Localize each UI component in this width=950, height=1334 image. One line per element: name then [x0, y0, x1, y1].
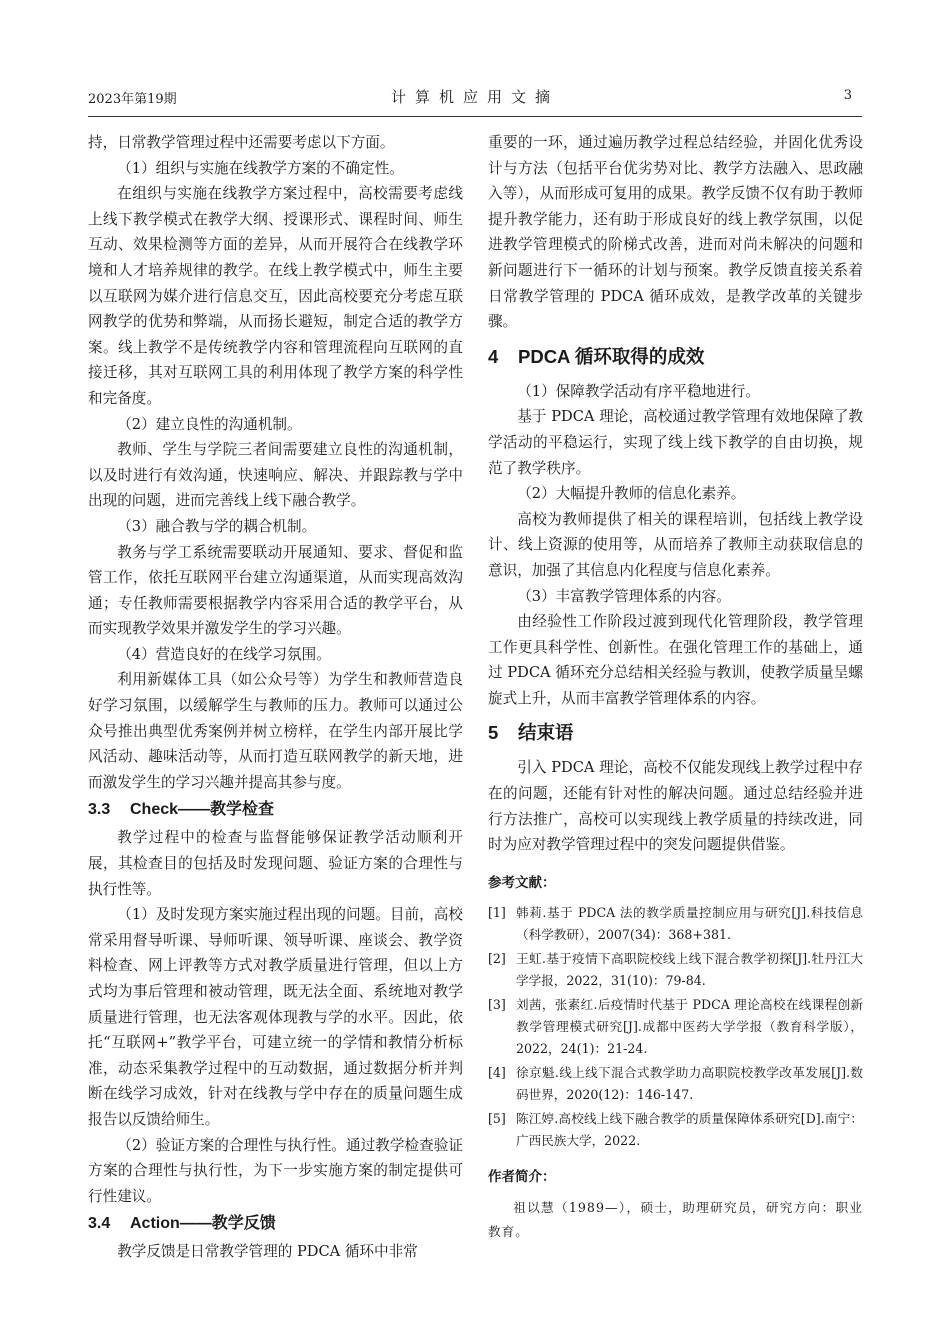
section-number: 4: [488, 345, 499, 367]
paragraph: 教学过程中的检查与监督能够保证教学活动顺利开展，其检查目的包括及时发现问题、验证方案的合理性与执行性等。: [88, 829, 463, 898]
paragraph: 基于 PDCA 理论，高校通过教学管理有效地保障了教学活动的平稳运行，实现了线上线下教学的自由切换，规范了教学秩序。: [488, 408, 863, 477]
list-item-title: （2）大幅提升教师的信息化素养。: [517, 485, 746, 503]
paragraph: 高校为教师提供了相关的课程培训，包括线上教学设计、线上资源的使用等，从而培养了教师主动获取信息的意识，加强了其信息内化程度与信息化素养。: [488, 510, 863, 579]
journal-issue: 2023年第19期: [88, 92, 177, 107]
reference-number: [5]: [488, 1110, 506, 1126]
reference-item: [488, 1108, 863, 1152]
reference-item: [488, 1062, 863, 1106]
author-title: 作者简介：: [488, 1168, 556, 1184]
reference-number: [4]: [488, 1064, 506, 1080]
paragraph: 利用新媒体工具（如公众号等）为学生和教师营造良好学习氛围，以缓解学生与教师的压力。教师可以通过公众号推出典型优秀案例并树立榜样，在学生内部开展比学风活动、趣味活动等，从而打造互联网教学的新天地，进而激发学生的学习兴趣并提高其参与度。: [88, 671, 463, 791]
section-heading-3-4: [88, 1209, 463, 1239]
list-item-title: （2）建立良性的沟通机制。: [117, 415, 302, 433]
paragraph: （2）验证方案的合理性与执行性。通过教学检查验证方案的合理性与执行性，为下一步实施方案的制定提供可行性建议。: [88, 1136, 463, 1205]
list-item-title: （3）丰富教学管理体系的内容。: [517, 587, 731, 605]
reference-list: [488, 902, 863, 1152]
paragraph: 重要的一环，通过遍历教学过程总结经验，并固化优秀设计与方法（包括平台优劣势对比、教学方法融入、思政融入等），从而形成可复用的成果。教学反馈不仅有助于教师提升教学能力，还有助于形成良好的线上教学氛围，以促进教学管理模式的阶梯式改善，进而对尚未解决的问题和新问题进行下一循环的计划与预案。教学反馈直接关系着日常教学管理的 PDCA 循环成效，是教学改革的关键步骤。: [488, 134, 863, 331]
paragraph: 在组织与实施在线教学方案过程中，高校需要考虑线上线下教学模式在教学大纲、授课形式、课程时间、师生互动、效果检测等方面的差异，从而开展符合在线教学环境和人才培养规律的教学。在线上教学模式中，师生主要以互联网为媒介进行信息交互，因此高校要充分考虑互联网教学的优势和弊端，从而扬长避短，制定合适的教学方案。线上教学不是传统教学内容和管理流程向互联网的直接迁移，其对互联网工具的利用体现了教学方案的科学性和完备度。: [88, 185, 463, 407]
paragraph: 引入 PDCA 理论，高校不仅能发现线上教学过程中存在的问题，还能有针对性的解决问题。通过总结经验并进行方法推广，高校可以实现线上教学质量的持续改进，同时为应对教学管理过程中的突发问题提供借鉴。: [488, 759, 863, 854]
section-title: 结束语: [518, 722, 574, 744]
list-item-title: （4）营造良好的在线学习氛围。: [117, 645, 331, 663]
reference-text: 王虹.基于疫情下高职院校线上线下混合教学初探[J].牡丹江大学学报，2022，31(10)：79-84.: [516, 950, 863, 988]
reference-text: 徐京魁.线上线下混合式教学助力高职院校教学改革发展[J].数码世界，2020(12)：146-147.: [516, 1064, 863, 1102]
reference-number: [3]: [488, 996, 506, 1012]
section-title: PDCA 循环取得的成效: [518, 345, 705, 367]
reference-text: 韩莉.基于 PDCA 法的教学质量控制应用与研究[J].科技信息（科学教研），2007(34)：368+381.: [516, 904, 863, 942]
page-number: 3: [843, 88, 852, 103]
paragraph: 持，日常教学管理过程中还需要考虑以下方面。: [88, 134, 395, 151]
right-column: [488, 130, 863, 1244]
author-bio: 祖以慧（1989—），硕士，助理研究员，研究方向：职业教育。: [488, 1199, 863, 1239]
references-title: 参考文献：: [488, 874, 556, 890]
header-rule: [88, 116, 862, 117]
reference-item: [488, 948, 863, 992]
reference-text: 刘茜，张素红.后疫情时代基于 PDCA 理论高校在线课程创新教学管理模式研究[J].成都中医药大学学报（教育科学版），2022，24(1)：21-24.: [516, 996, 863, 1056]
section-heading-5: [488, 713, 863, 753]
reference-text: 陈江婷.高校线上线下融合教学的质量保障体系研究[D].南宁：广西民族大学，2022.: [516, 1110, 863, 1148]
section-title: Check——教学检查: [130, 801, 275, 819]
section-heading-3-3: [88, 795, 463, 825]
journal-title: 计算机应用文摘: [390, 88, 559, 106]
list-item-title: （1）保障教学活动有序平稳地进行。: [517, 382, 760, 400]
list-item-title: （3）融合教与学的耦合机制。: [117, 517, 317, 535]
left-column: [88, 130, 463, 1265]
reference-item: [488, 994, 863, 1060]
paragraph: 教务与学工系统需要联动开展通知、要求、督促和监管工作，依托互联网平台建立沟通渠道，从而实现高效沟通；专任教师需要根据教学内容采用合适的教学平台，从而实现教学效果并激发学生的学习兴趣。: [88, 543, 463, 638]
section-number: 3.3: [88, 801, 111, 819]
reference-number: [2]: [488, 950, 506, 966]
section-heading-4: [488, 337, 863, 377]
section-number: 3.4: [88, 1215, 111, 1233]
paragraph: （1）及时发现方案实施过程出现的问题。目前，高校常采用督导听课、导师听课、领导听课、座谈会、教学资料检查、网上评教等方式对教学质量进行管理，但以上方式均为事后管理和被动管理，既无法全面、系统地对教学质量进行管理，也无法客观体现教与学的水平。因此，依托“互联网+”教学平台，可建立统一的学情和教情分析标准，动态采集教学过程中的互动数据，通过数据分析并判断在线学习成效，针对在线教与学中存在的质量问题生成报告以反馈给师生。: [88, 906, 463, 1128]
paragraph: 由经验性工作阶段过渡到现代化管理阶段，教学管理工作更具科学性、创新性。在强化管理工作的基础上，通过 PDCA 循环充分总结相关经验与教训，使教学质量呈螺旋式上升，从而丰富教学管理体系的内容。: [488, 613, 863, 707]
reference-number: [1]: [488, 904, 506, 920]
paragraph: 教师、学生与学院三者间需要建立良性的沟通机制，以及时进行有效沟通，快速响应、解决、并跟踪教与学中出现的问题，进而完善线上线下融合教学。: [88, 441, 463, 510]
reference-item: [488, 902, 863, 946]
section-number: 5: [488, 722, 499, 744]
paragraph: 教学反馈是日常教学管理的 PDCA 循环中非常: [117, 1243, 418, 1261]
list-item-title: （1）组织与实施在线教学方案的不确定性。: [117, 159, 404, 177]
section-title: Action——教学反馈: [130, 1215, 276, 1233]
